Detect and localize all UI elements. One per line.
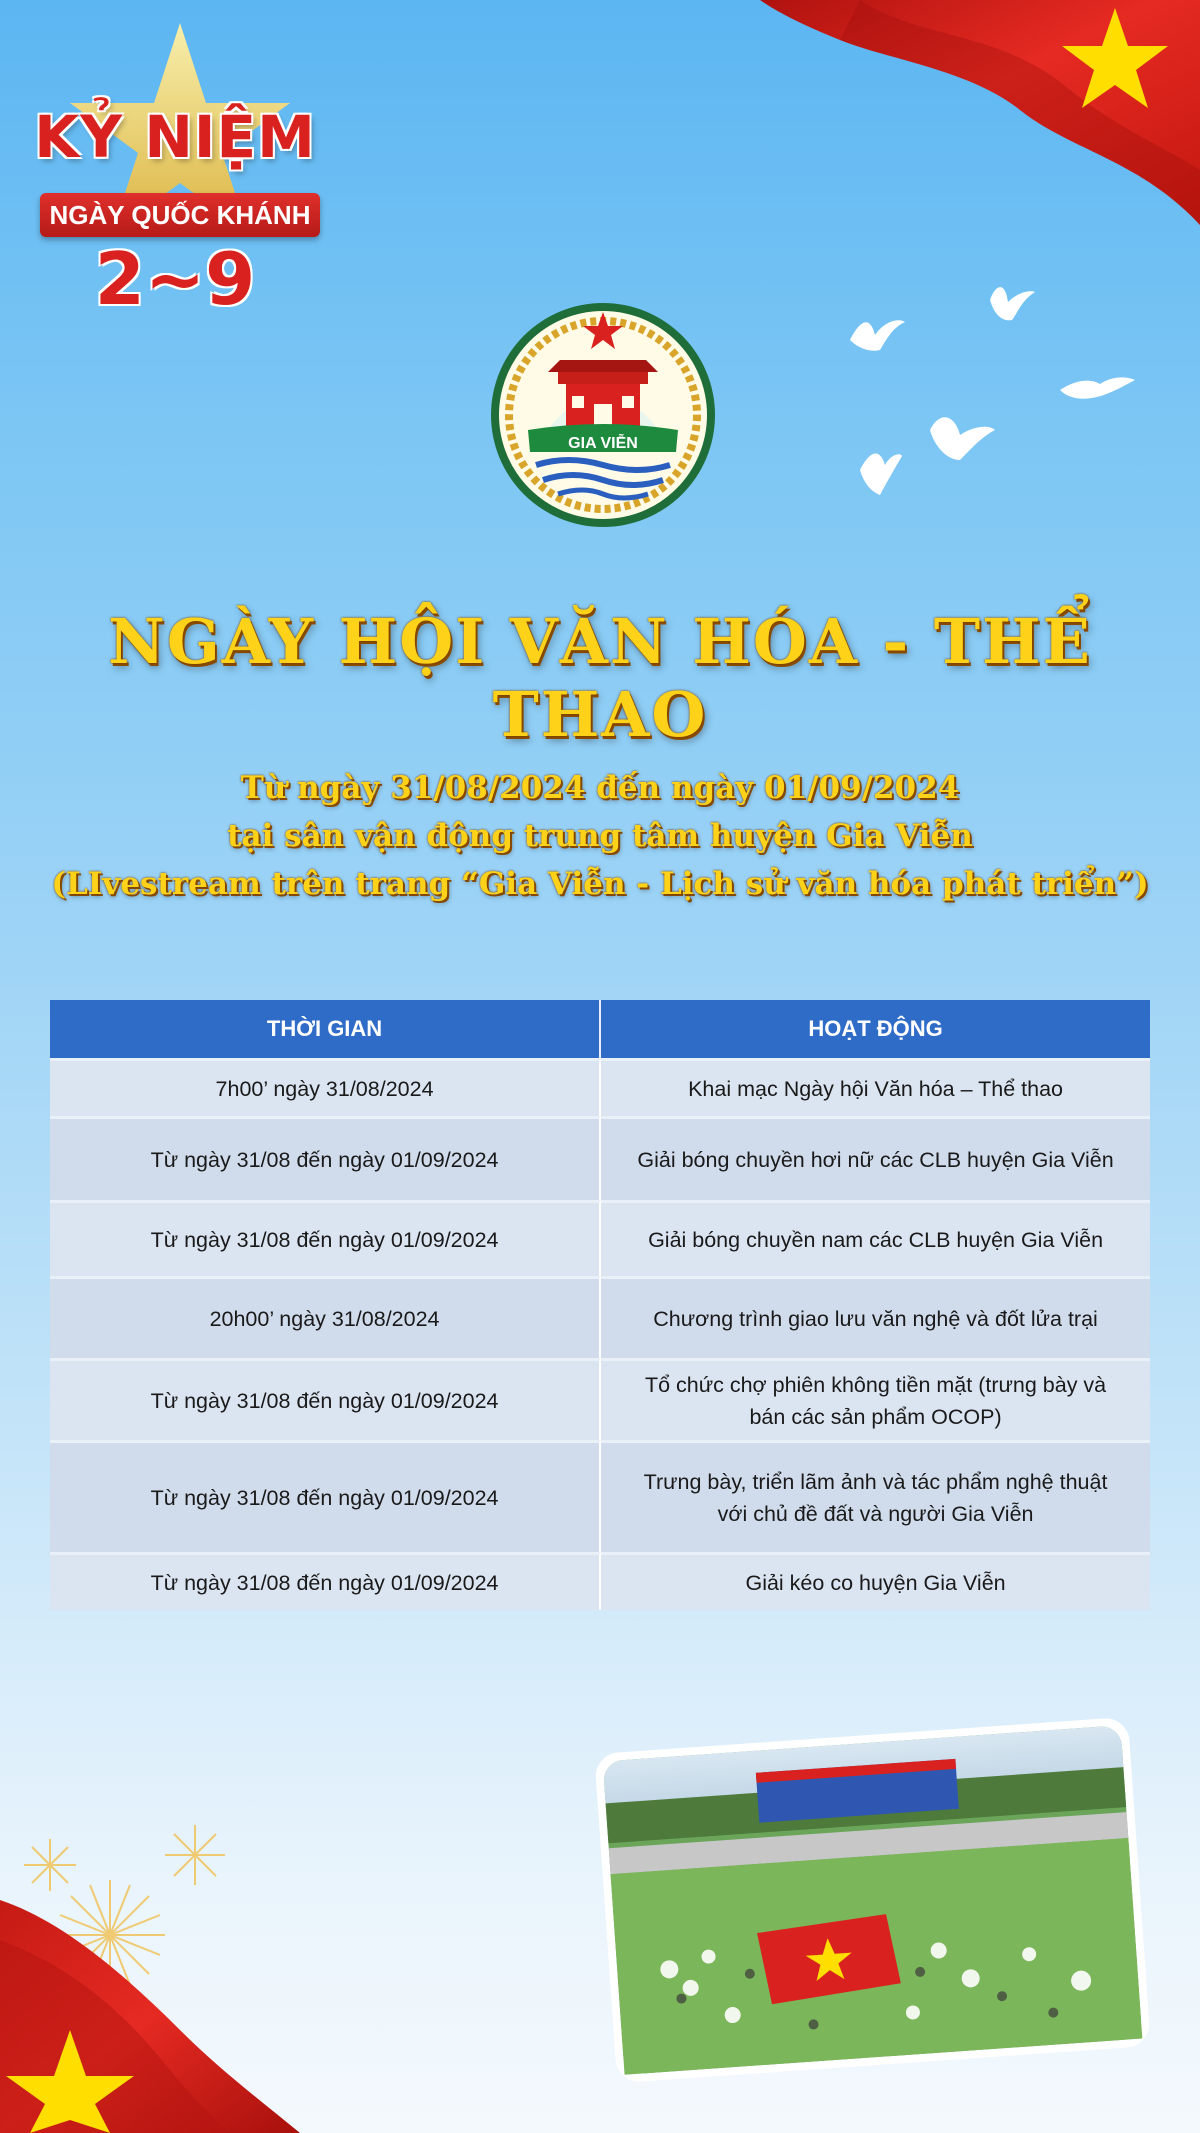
table-row bbox=[50, 1552, 1150, 1610]
activity-cell: Giải bóng chuyền nam các CLB huyện Gia Viễn bbox=[601, 1200, 1150, 1276]
badge-date: 2~9 bbox=[94, 237, 256, 321]
badge-subtitle: NGÀY QUỐC KHÁNH bbox=[40, 193, 320, 237]
logo-text: GIA VIỄN bbox=[568, 435, 638, 452]
table-row bbox=[50, 1200, 1150, 1276]
time-cell: 20h00’ ngày 31/08/2024 bbox=[50, 1276, 601, 1358]
time-cell: Từ ngày 31/08 đến ngày 01/09/2024 bbox=[50, 1116, 601, 1200]
event-date-range: Từ ngày 31/08/2024 đến ngày 01/09/2024 bbox=[240, 770, 960, 806]
anniversary-badge bbox=[10, 15, 340, 321]
schedule-table bbox=[50, 1000, 1150, 1610]
header-time: THỜI GIAN bbox=[50, 1000, 601, 1058]
time-cell: Từ ngày 31/08 đến ngày 01/09/2024 bbox=[50, 1358, 601, 1440]
doves-decoration bbox=[830, 280, 1160, 540]
time-cell: 7h00’ ngày 31/08/2024 bbox=[50, 1058, 601, 1116]
activity-cell: Giải bóng chuyền hơi nữ các CLB huyện Gia Viễn bbox=[601, 1116, 1150, 1200]
table-row bbox=[50, 1358, 1150, 1440]
activity-cell: Chương trình giao lưu văn nghệ và đốt lửa trại bbox=[601, 1276, 1150, 1358]
table-row bbox=[50, 1058, 1150, 1116]
stadium-photo bbox=[594, 1717, 1151, 2084]
badge-title: KỶ NIỆM bbox=[34, 103, 316, 171]
table-row bbox=[50, 1276, 1150, 1358]
gia-vien-emblem-icon bbox=[488, 300, 718, 530]
time-cell: Từ ngày 31/08 đến ngày 01/09/2024 bbox=[50, 1440, 601, 1552]
event-livestream: (LIvestream trên trang “Gia Viễn - Lịch sử văn hóa phát triển”) bbox=[51, 866, 1149, 902]
activity-cell: Khai mạc Ngày hội Văn hóa – Thể thao bbox=[601, 1058, 1150, 1116]
time-cell: Từ ngày 31/08 đến ngày 01/09/2024 bbox=[50, 1552, 601, 1610]
table-row bbox=[50, 1440, 1150, 1552]
time-cell: Từ ngày 31/08 đến ngày 01/09/2024 bbox=[50, 1200, 601, 1276]
header-activity: HOẠT ĐỘNG bbox=[601, 1000, 1150, 1058]
activity-cell: Trưng bày, triển lãm ảnh và tác phẩm nghệ thuật với chủ đề đất và người Gia Viễn bbox=[601, 1440, 1150, 1552]
activity-cell: Tổ chức chợ phiên không tiền mặt (trưng bày và bán các sản phẩm OCOP) bbox=[601, 1358, 1150, 1440]
event-venue: tại sân vận động trung tâm huyện Gia Viễn bbox=[227, 818, 973, 854]
vietnam-flag-bottom-left bbox=[0, 1880, 300, 2133]
table-header-row bbox=[50, 1000, 1150, 1058]
vietnam-flag-top-right bbox=[740, 0, 1200, 240]
table-row bbox=[50, 1116, 1150, 1200]
event-title: NGÀY HỘI VĂN HÓA - THỂ THAO bbox=[108, 605, 1092, 751]
activity-cell: Giải kéo co huyện Gia Viễn bbox=[601, 1552, 1150, 1610]
